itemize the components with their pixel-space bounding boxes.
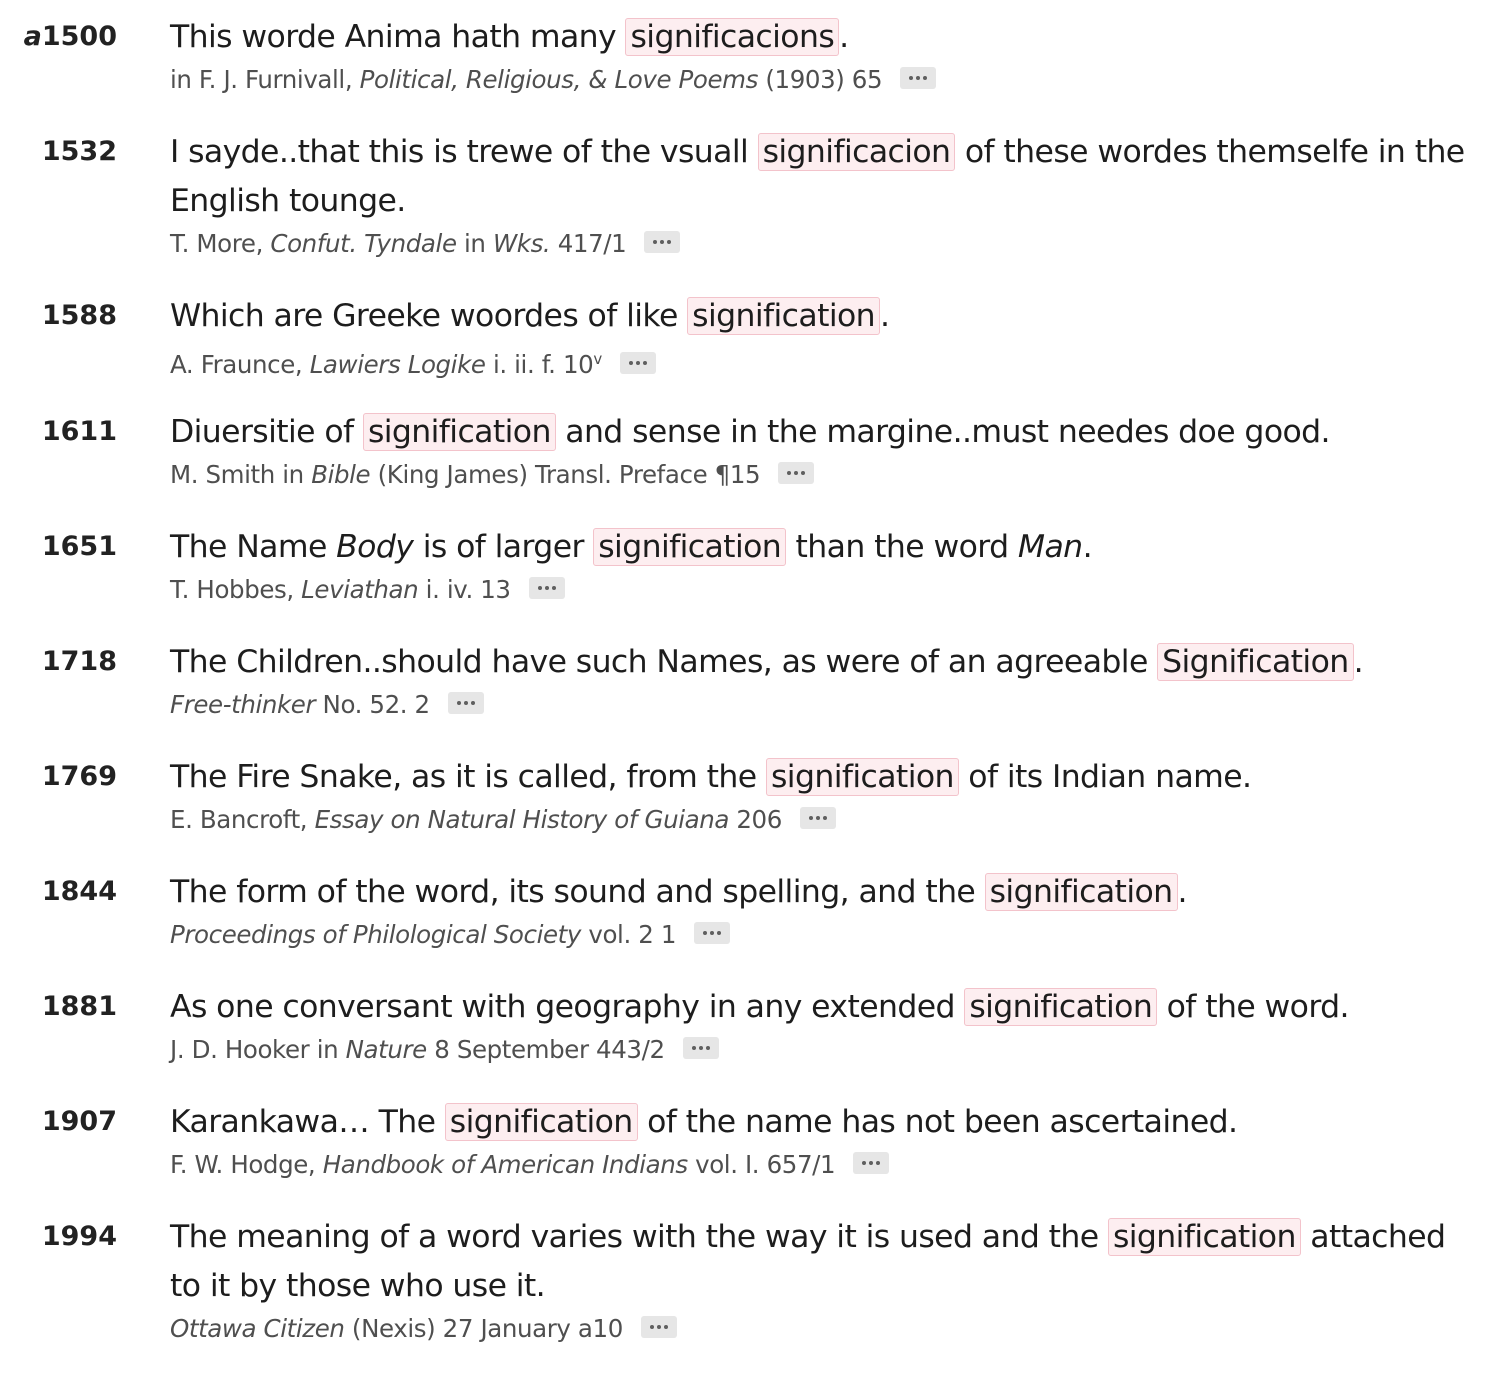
quotation-citation: M. Smith in Bible (King James) Transl. Preface ¶15 [170, 458, 1480, 492]
quotation-year: 1588 [41, 300, 117, 331]
quotation-citation: J. D. Hooker in Nature 8 September 443/2 [170, 1033, 1480, 1067]
quotation-year: 1651 [41, 531, 117, 562]
keyword-highlight: signification [593, 528, 786, 566]
keyword-highlight: signification [445, 1103, 638, 1141]
quotation-year: 1611 [41, 416, 117, 447]
quotation-text: The Name Body is of larger signification than the word Man. [170, 529, 1092, 565]
quotation-year: 1718 [41, 646, 117, 677]
more-button[interactable] [620, 352, 656, 374]
keyword-highlight: signification [687, 297, 880, 335]
keyword-highlight: significacions [625, 18, 839, 56]
keyword-highlight: signification [964, 988, 1157, 1026]
quotation-text: The Children..should have such Names, as were of an agreeable Signification . [170, 644, 1364, 680]
keyword-highlight: Signification [1157, 643, 1353, 681]
quotation-text: The form of the word, its sound and spelling, and the signification . [170, 874, 1187, 910]
keyword-highlight: significacion [758, 133, 956, 171]
keyword-highlight: signification [766, 758, 959, 796]
more-button[interactable] [853, 1152, 889, 1174]
quotation-year: 1532 [41, 136, 117, 167]
keyword-highlight: signification [985, 873, 1178, 911]
quotation-text: Which are Greeke woordes of like signification . [170, 298, 890, 334]
quotation-citation: Ottawa Citizen (Nexis) 27 January a10 [170, 1312, 1480, 1346]
quotation-year: 1907 [41, 1106, 117, 1137]
more-button[interactable] [683, 1037, 719, 1059]
quotation-year: 1994 [41, 1221, 117, 1252]
more-dots-icon [641, 1316, 677, 1338]
quotation-year: 1769 [41, 761, 117, 792]
quotation-text: As one conversant with geography in any extended signification of the word. [170, 989, 1349, 1025]
more-dots-icon [683, 1037, 719, 1059]
quotation-citation: T. Hobbes, Leviathan i. iv. 13 [170, 573, 1480, 607]
quotation-text: The meaning of a word varies with the way it is used and the signification attached to it by those who use it. [170, 1219, 1446, 1304]
more-dots-icon [694, 922, 730, 944]
quotation-text: I sayde..that this is trewe of the vsuall significacion of these wordes themselfe in the English tounge. [170, 134, 1465, 219]
more-button[interactable] [800, 807, 836, 829]
more-button[interactable] [641, 1316, 677, 1338]
quotation-year: 1881 [41, 991, 117, 1022]
quotation-text: Karankawa… The signification of the name has not been ascertained. [170, 1104, 1238, 1140]
quotation-text: Diuersitie of signification and sense in the margine..must needes doe good. [170, 414, 1330, 450]
quotation-year: a1500 [23, 21, 117, 52]
more-dots-icon [853, 1152, 889, 1174]
keyword-highlight: signification [1108, 1218, 1301, 1256]
more-button[interactable] [900, 67, 936, 89]
more-dots-icon [778, 462, 814, 484]
more-button[interactable] [778, 462, 814, 484]
quotation-year: 1844 [41, 876, 117, 907]
more-dots-icon [900, 67, 936, 89]
more-dots-icon [529, 577, 565, 599]
more-dots-icon [800, 807, 836, 829]
quotation-citation: F. W. Hodge, Handbook of American Indians vol. I. 657/1 [170, 1148, 1480, 1182]
more-button[interactable] [529, 577, 565, 599]
more-dots-icon [644, 231, 680, 253]
quotation-citation: in F. J. Furnivall, Political, Religious, & Love Poems (1903) 65 [170, 63, 1480, 97]
more-button[interactable] [694, 922, 730, 944]
quotation-citation: Proceedings of Philological Society vol. 2 1 [170, 918, 1480, 952]
more-dots-icon [448, 692, 484, 714]
quotation-citation: A. Fraunce, Lawiers Logike i. ii. f. 10$^v$ [170, 342, 1480, 382]
quotation-citation: Free-thinker No. 52. 2 [170, 688, 1480, 722]
more-dots-icon [620, 352, 656, 374]
quotation-citation: E. Bancroft, Essay on Natural History of Guiana 206 [170, 803, 1480, 837]
more-button[interactable] [448, 692, 484, 714]
quotation-citation: T. More, Confut. Tyndale in Wks. 417/1 [170, 227, 1480, 261]
quotation-text: This worde Anima hath many significacions . [170, 19, 849, 55]
more-button[interactable] [644, 231, 680, 253]
quotation-text: The Fire Snake, as it is called, from the signification of its Indian name. [170, 759, 1252, 795]
keyword-highlight: signification [363, 413, 556, 451]
